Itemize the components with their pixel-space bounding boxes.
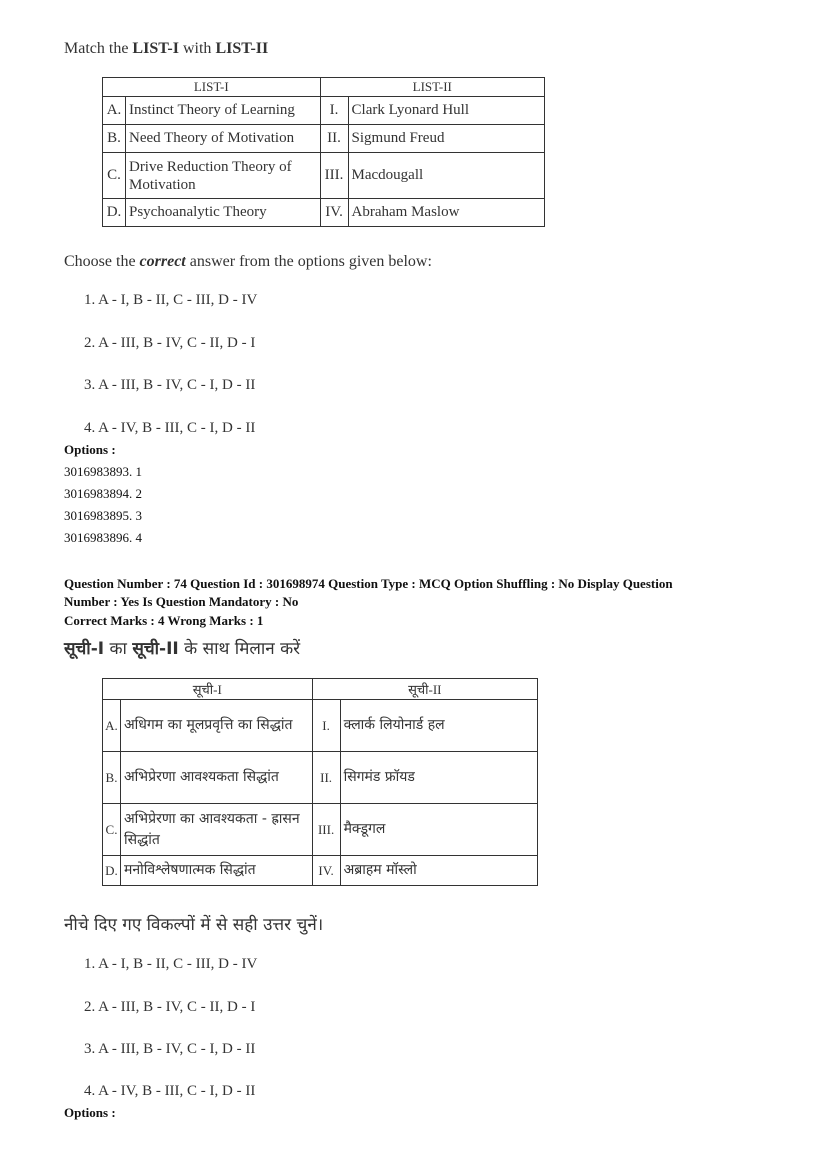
table-row <box>103 752 538 804</box>
choice-4-en: 4. A - IV, B - III, C - I, D - II <box>84 420 256 436</box>
row-key: C. <box>103 804 121 856</box>
table-row <box>103 700 538 752</box>
row-num: IV. <box>312 856 340 886</box>
row-right: Sigmund Freud <box>348 125 544 153</box>
row-num: II. <box>320 125 348 153</box>
row-left: Instinct Theory of Learning <box>125 97 320 125</box>
header-list2-hi: सूची-II <box>312 679 537 700</box>
table-row <box>103 199 545 227</box>
title-text: with <box>178 40 216 57</box>
table-row <box>103 97 545 125</box>
row-key: D. <box>103 199 126 227</box>
option-id-3: 3016983895. 3 <box>64 508 142 523</box>
instruction-text: Choose the <box>64 253 140 270</box>
row-num: I. <box>320 97 348 125</box>
row-left: Need Theory of Motivation <box>125 125 320 153</box>
question-meta-line1: Question Number : 74 Question Id : 301698974 Question Type : MCQ Option Shuffling : No Display Question <box>64 576 673 591</box>
row-left: Drive Reduction Theory of Motivation <box>125 153 320 199</box>
choice-3-hi: 3. A - III, B - IV, C - I, D - II <box>84 1041 256 1057</box>
table-header-row <box>103 78 545 97</box>
title-list1-hi: सूची-I <box>64 639 105 659</box>
title-list2: LIST-II <box>215 40 269 57</box>
question-title-hi <box>64 636 300 659</box>
choice-3-en: 3. A - III, B - IV, C - I, D - II <box>84 377 256 393</box>
question-meta-line3: Correct Marks : 4 Wrong Marks : 1 <box>64 613 264 628</box>
match-table-en <box>102 77 545 227</box>
row-right: Macdougall <box>348 153 544 199</box>
row-right: अब्राहम मॉस्लो <box>340 856 537 886</box>
row-right: Clark Lyonard Hull <box>348 97 544 125</box>
instruction-hi: नीचे दिए गए विकल्पों में से सही उत्तर चुनें। <box>64 915 324 935</box>
instruction-en <box>64 253 432 271</box>
row-left: अभिप्रेरणा का आवश्यकता - ह्रासन सिद्धांत <box>120 804 312 856</box>
row-left: Psychoanalytic Theory <box>125 199 320 227</box>
row-right: मैक्डूगल <box>340 804 537 856</box>
title-list1: LIST-I <box>132 40 179 57</box>
header-list1-hi: सूची-I <box>103 679 313 700</box>
row-left: अभिप्रेरणा आवश्यकता सिद्धांत <box>120 752 312 804</box>
row-key: A. <box>103 700 121 752</box>
choice-2-hi: 2. A - III, B - IV, C - II, D - I <box>84 999 256 1015</box>
option-id-2: 3016983894. 2 <box>64 486 142 501</box>
instruction-text: answer from the options given below: <box>185 253 432 270</box>
table-row <box>103 856 538 886</box>
choice-2-en: 2. A - III, B - IV, C - II, D - I <box>84 335 256 351</box>
choice-4-hi: 4. A - IV, B - III, C - I, D - II <box>84 1083 256 1099</box>
row-key: D. <box>103 856 121 886</box>
options-label-2: Options : <box>64 1105 116 1120</box>
option-id-4: 3016983896. 4 <box>64 530 142 545</box>
table-header-row <box>103 679 538 700</box>
row-num: III. <box>312 804 340 856</box>
row-key: A. <box>103 97 126 125</box>
option-id-1: 3016983893. 1 <box>64 464 142 479</box>
row-left: मनोविश्लेषणात्मक सिद्धांत <box>120 856 312 886</box>
title-text: Match the <box>64 40 133 57</box>
row-num: IV. <box>320 199 348 227</box>
title-list2-hi: सूची-II <box>132 639 179 659</box>
row-num: I. <box>312 700 340 752</box>
row-key: B. <box>103 125 126 153</box>
match-table-hi <box>102 678 538 886</box>
choice-1-hi: 1. A - I, B - II, C - III, D - IV <box>84 956 258 972</box>
title-text-hi: के साथ मिलान करें <box>178 639 301 659</box>
row-key: B. <box>103 752 121 804</box>
row-left: अधिगम का मूलप्रवृत्ति का सिद्धांत <box>120 700 312 752</box>
row-num: II. <box>312 752 340 804</box>
row-num: III. <box>320 153 348 199</box>
question-meta-line2: Number : Yes Is Question Mandatory : No <box>64 594 299 609</box>
row-right: क्लार्क लियोनार्ड हल <box>340 700 537 752</box>
row-right: Abraham Maslow <box>348 199 544 227</box>
header-list1: LIST-I <box>103 78 321 97</box>
options-label: Options : <box>64 442 116 457</box>
table-row <box>103 153 545 199</box>
table-row <box>103 125 545 153</box>
header-list2: LIST-II <box>320 78 544 97</box>
question-title-en <box>64 40 268 58</box>
instruction-emphasis: correct <box>139 253 186 270</box>
row-key: C. <box>103 153 126 199</box>
choice-1-en: 1. A - I, B - II, C - III, D - IV <box>84 292 258 308</box>
title-text-hi: का <box>104 639 133 659</box>
table-row <box>103 804 538 856</box>
row-right: सिगमंड फ्रॉयड <box>340 752 537 804</box>
